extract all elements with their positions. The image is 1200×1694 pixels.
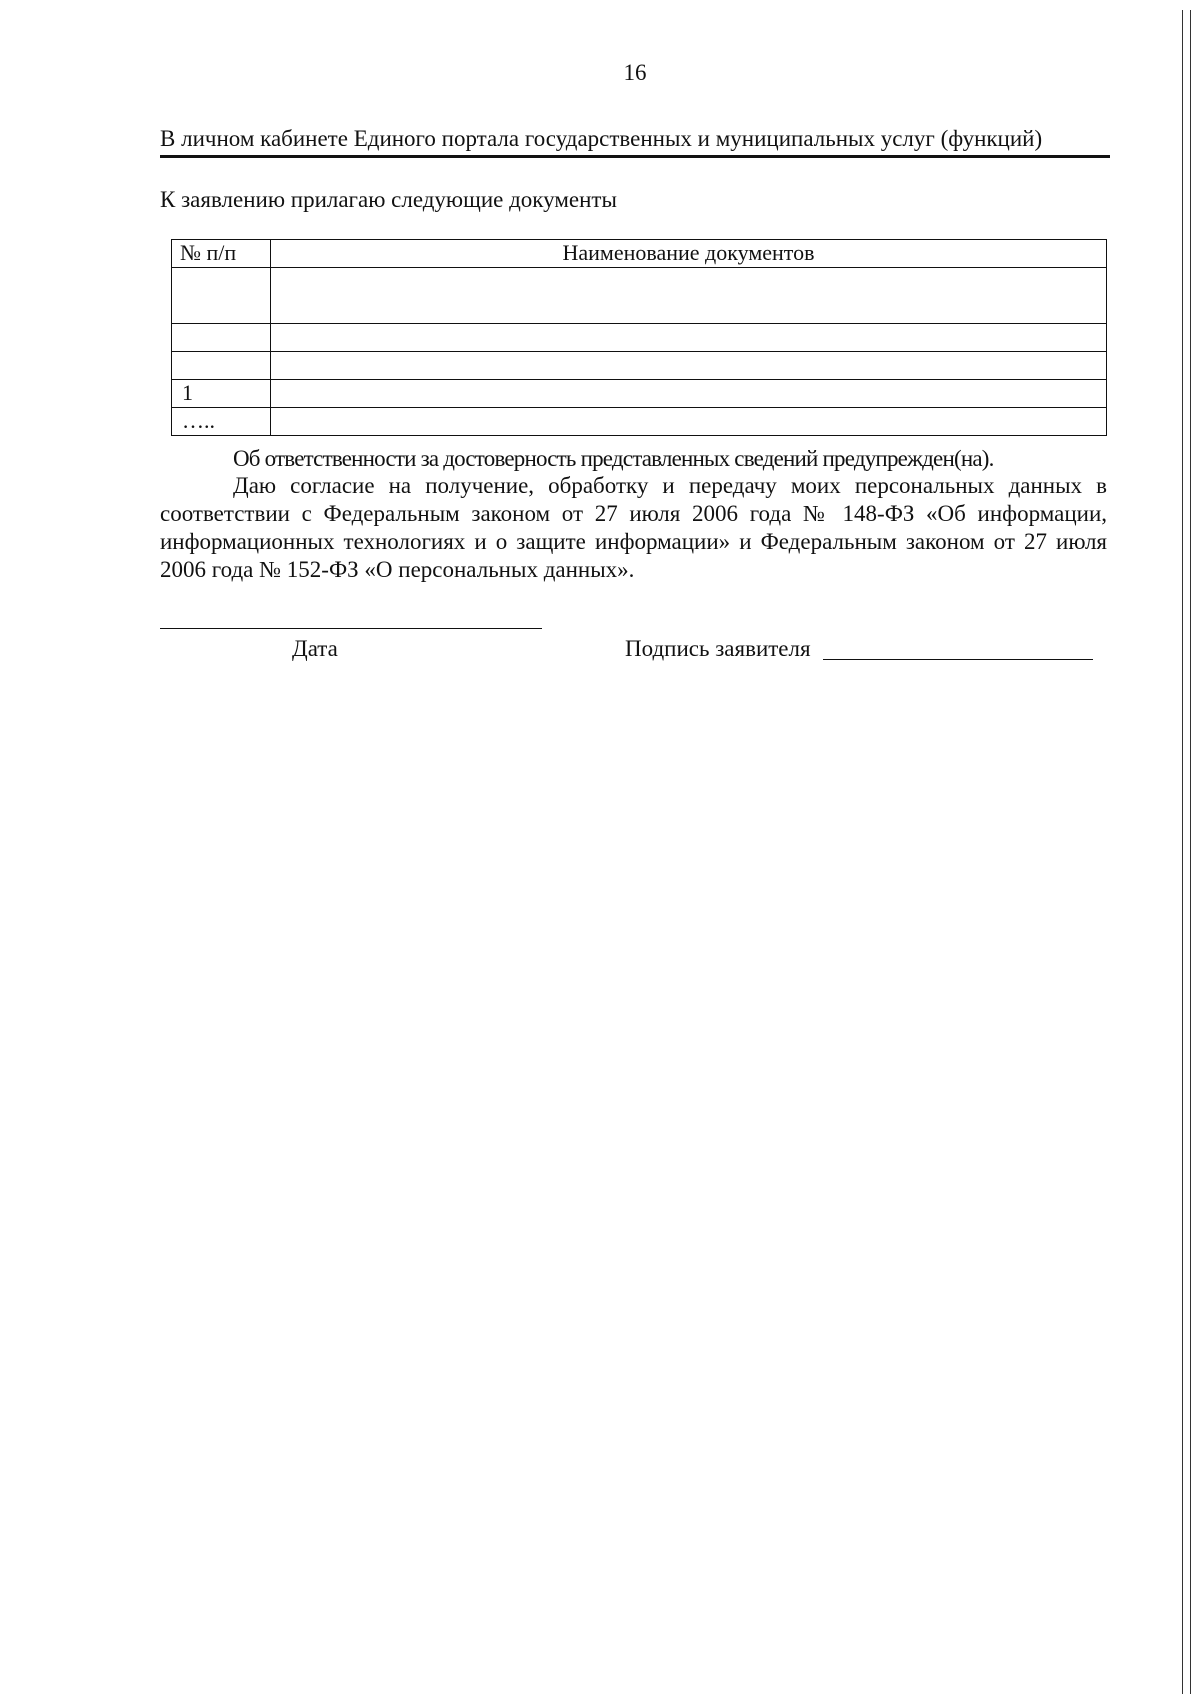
page-number: 16 — [623, 60, 647, 85]
consent-paragraph: Даю согласие на получение, обработку и передачу моих персональных данных в соответствии с Федеральным законом от 27 июля 2006 года № 148-ФЗ «Об информации, информационных технологиях и о защите информации» и Федеральным законом от 27 июля 2006 года № 152-ФЗ «О персональных данных». — [160, 473, 1107, 582]
date-input-line[interactable] — [160, 628, 542, 629]
row-document-cell[interactable] — [271, 380, 1107, 408]
table-row — [172, 268, 1107, 324]
row-document-cell[interactable] — [271, 268, 1107, 324]
page-edge-border — [1182, 10, 1191, 1694]
row-document-cell[interactable] — [271, 324, 1107, 352]
row-number-cell[interactable]: 1 — [172, 380, 271, 408]
portal-option-line: В личном кабинете Единого портала государственных и муниципальных услуг (функций) — [160, 125, 1110, 158]
date-label: Дата — [292, 636, 338, 661]
row-number-cell[interactable]: ….. — [172, 408, 271, 436]
table-row — [172, 380, 1107, 408]
signature-input-line[interactable] — [823, 659, 1093, 660]
row-number-cell[interactable] — [172, 268, 271, 324]
row-document-cell[interactable] — [271, 352, 1107, 380]
table-row — [172, 408, 1107, 436]
row-number-cell[interactable] — [172, 352, 271, 380]
responsibility-notice: Об ответственности за достоверность представленных сведений предупрежден(на). — [233, 446, 994, 471]
table-header-row — [172, 240, 1107, 268]
row-number-cell[interactable] — [172, 324, 271, 352]
table-row — [172, 324, 1107, 352]
documents-table — [171, 239, 1107, 436]
table-row — [172, 352, 1107, 380]
row-document-cell[interactable] — [271, 408, 1107, 436]
signature-label: Подпись заявителя — [625, 636, 811, 661]
attachments-intro: К заявлению прилагаю следующие документы — [160, 187, 617, 212]
header-document-name: Наименование документов — [271, 240, 1107, 268]
header-number: № п/п — [172, 240, 271, 268]
